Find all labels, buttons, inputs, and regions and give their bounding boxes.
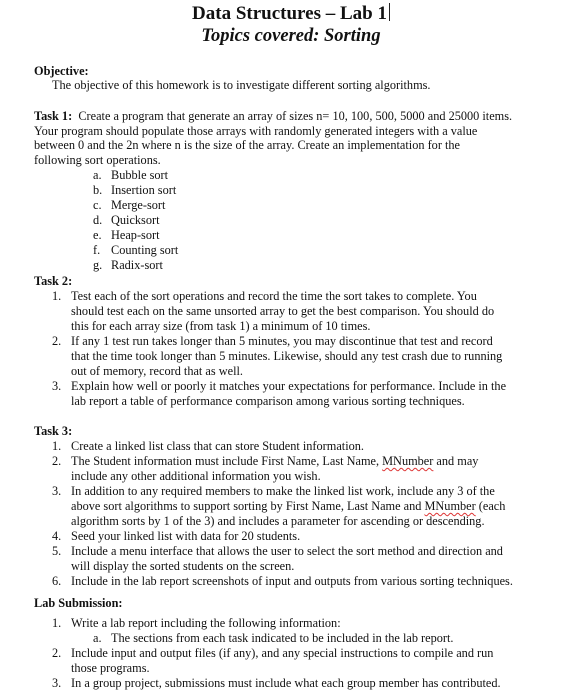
text-span: The Student information must include First Name, Last Name, — [71, 454, 383, 468]
task3-heading: Task 3: — [34, 424, 73, 438]
list-marker: 3. — [52, 484, 62, 498]
sort-item: Bubble sort — [111, 168, 169, 182]
list-item-line: should test each on the same unsorted array to get the best comparison. You should do — [71, 304, 495, 318]
task2-heading: Task 2: — [34, 274, 73, 288]
list-item-line — [71, 499, 505, 514]
list-item-line: In addition to any required members to make the linked list work, include any 3 of the — [71, 484, 495, 498]
list-item-line — [71, 454, 478, 469]
sort-item: Counting sort — [111, 243, 179, 257]
list-item-line: lab report a table of performance comparison among various sorting techniques. — [71, 394, 465, 408]
list-item-line: Include a menu interface that allows the user to select the sort method and direction and — [71, 544, 503, 558]
spellcheck-word: MNumber — [424, 499, 476, 513]
objective-heading: Objective: — [34, 64, 89, 78]
sub-list-item: The sections from each task indicated to be included in the lab report. — [111, 631, 454, 645]
list-marker: 6. — [52, 574, 62, 588]
submission-heading: Lab Submission: — [34, 596, 123, 610]
list-item-line: this for each array size (from task 1) a minimum of 10 times. — [71, 319, 371, 333]
text-span: above sort algorithms to support sorting by First Name, Last Name and — [71, 499, 425, 513]
list-marker: 3. — [52, 379, 62, 393]
task1-line3: between 0 and the 2n where n is the size of the array. Create an implementation for the — [34, 138, 461, 152]
list-marker: 2. — [52, 334, 62, 348]
list-marker: 2. — [52, 454, 62, 468]
list-marker: 2. — [52, 646, 62, 660]
list-item-line: those programs. — [71, 661, 150, 675]
list-item-line: Include input and output files (if any), and any special instructions to compile and run — [71, 646, 494, 660]
sort-item: Quicksort — [111, 213, 160, 227]
sort-item: Insertion sort — [111, 183, 177, 197]
list-item-line: out of memory, record that as well. — [71, 364, 243, 378]
list-item-line: will display the sorted students on the screen. — [71, 559, 295, 573]
task1-heading: Task 1: — [34, 109, 73, 123]
list-marker: 1. — [52, 616, 62, 630]
list-marker: 5. — [52, 544, 62, 558]
list-item-line: Test each of the sort operations and record the time the sort takes to complete. You — [71, 289, 477, 303]
objective-text: The objective of this homework is to investigate different sorting algorithms. — [52, 78, 431, 92]
list-item-line: Seed your linked list with data for 20 students. — [71, 529, 301, 543]
title-text: Data Structures – Lab 1 — [192, 3, 387, 24]
sort-marker: d. — [93, 213, 103, 227]
document-title — [0, 3, 582, 25]
list-item-line: include any other additional information you wish. — [71, 469, 321, 483]
list-item-line: Include in the lab report screenshots of input and outputs from various sorting techniques. — [71, 574, 513, 588]
sort-marker: g. — [93, 258, 103, 272]
list-item-line: If any 1 test run takes longer than 5 minutes, you may discontinue that test and record — [71, 334, 493, 348]
list-marker: 1. — [52, 289, 62, 303]
list-item-line: Explain how well or poorly it matches your expectations for performance. Include in the — [71, 379, 507, 393]
sort-marker: b. — [93, 183, 103, 197]
task1-text: Create a program that generate an array of sizes n= 10, 100, 500, 5000 and 25000 items. — [78, 109, 513, 123]
sort-marker: f. — [93, 243, 101, 257]
list-item-line: In a group project, submissions must include what each group member has contributed. — [71, 676, 501, 690]
sort-marker: e. — [93, 228, 102, 242]
list-item-line: that the time took longer than 5 minutes. Likewise, should any test crash due to running — [71, 349, 503, 363]
sort-item: Merge-sort — [111, 198, 166, 212]
task1-line4: following sort operations. — [34, 153, 161, 167]
list-item-line: Create a linked list class that can store Student information. — [71, 439, 364, 453]
text-span: and may — [433, 454, 479, 468]
task1-line2: Your program should populate those arrays with randomly generated integers with a value — [34, 124, 478, 138]
sort-item: Radix-sort — [111, 258, 163, 272]
sort-item: Heap-sort — [111, 228, 160, 242]
list-marker: 4. — [52, 529, 62, 543]
sort-marker: c. — [93, 198, 102, 212]
list-item-line: algorithm sorts by 1 of the 3) and includes a parameter for ascending or descending. — [71, 514, 485, 528]
list-marker: 3. — [52, 676, 62, 690]
sub-list-marker: a. — [93, 631, 102, 645]
document-subtitle: Topics covered: Sorting — [201, 26, 381, 46]
text-cursor — [389, 3, 390, 21]
sort-marker: a. — [93, 168, 102, 182]
list-marker: 1. — [52, 439, 62, 453]
list-item-line: Write a lab report including the following information: — [71, 616, 341, 630]
task1-line1 — [34, 109, 512, 124]
text-span: (each — [475, 499, 506, 513]
spellcheck-word: MNumber — [382, 454, 434, 468]
